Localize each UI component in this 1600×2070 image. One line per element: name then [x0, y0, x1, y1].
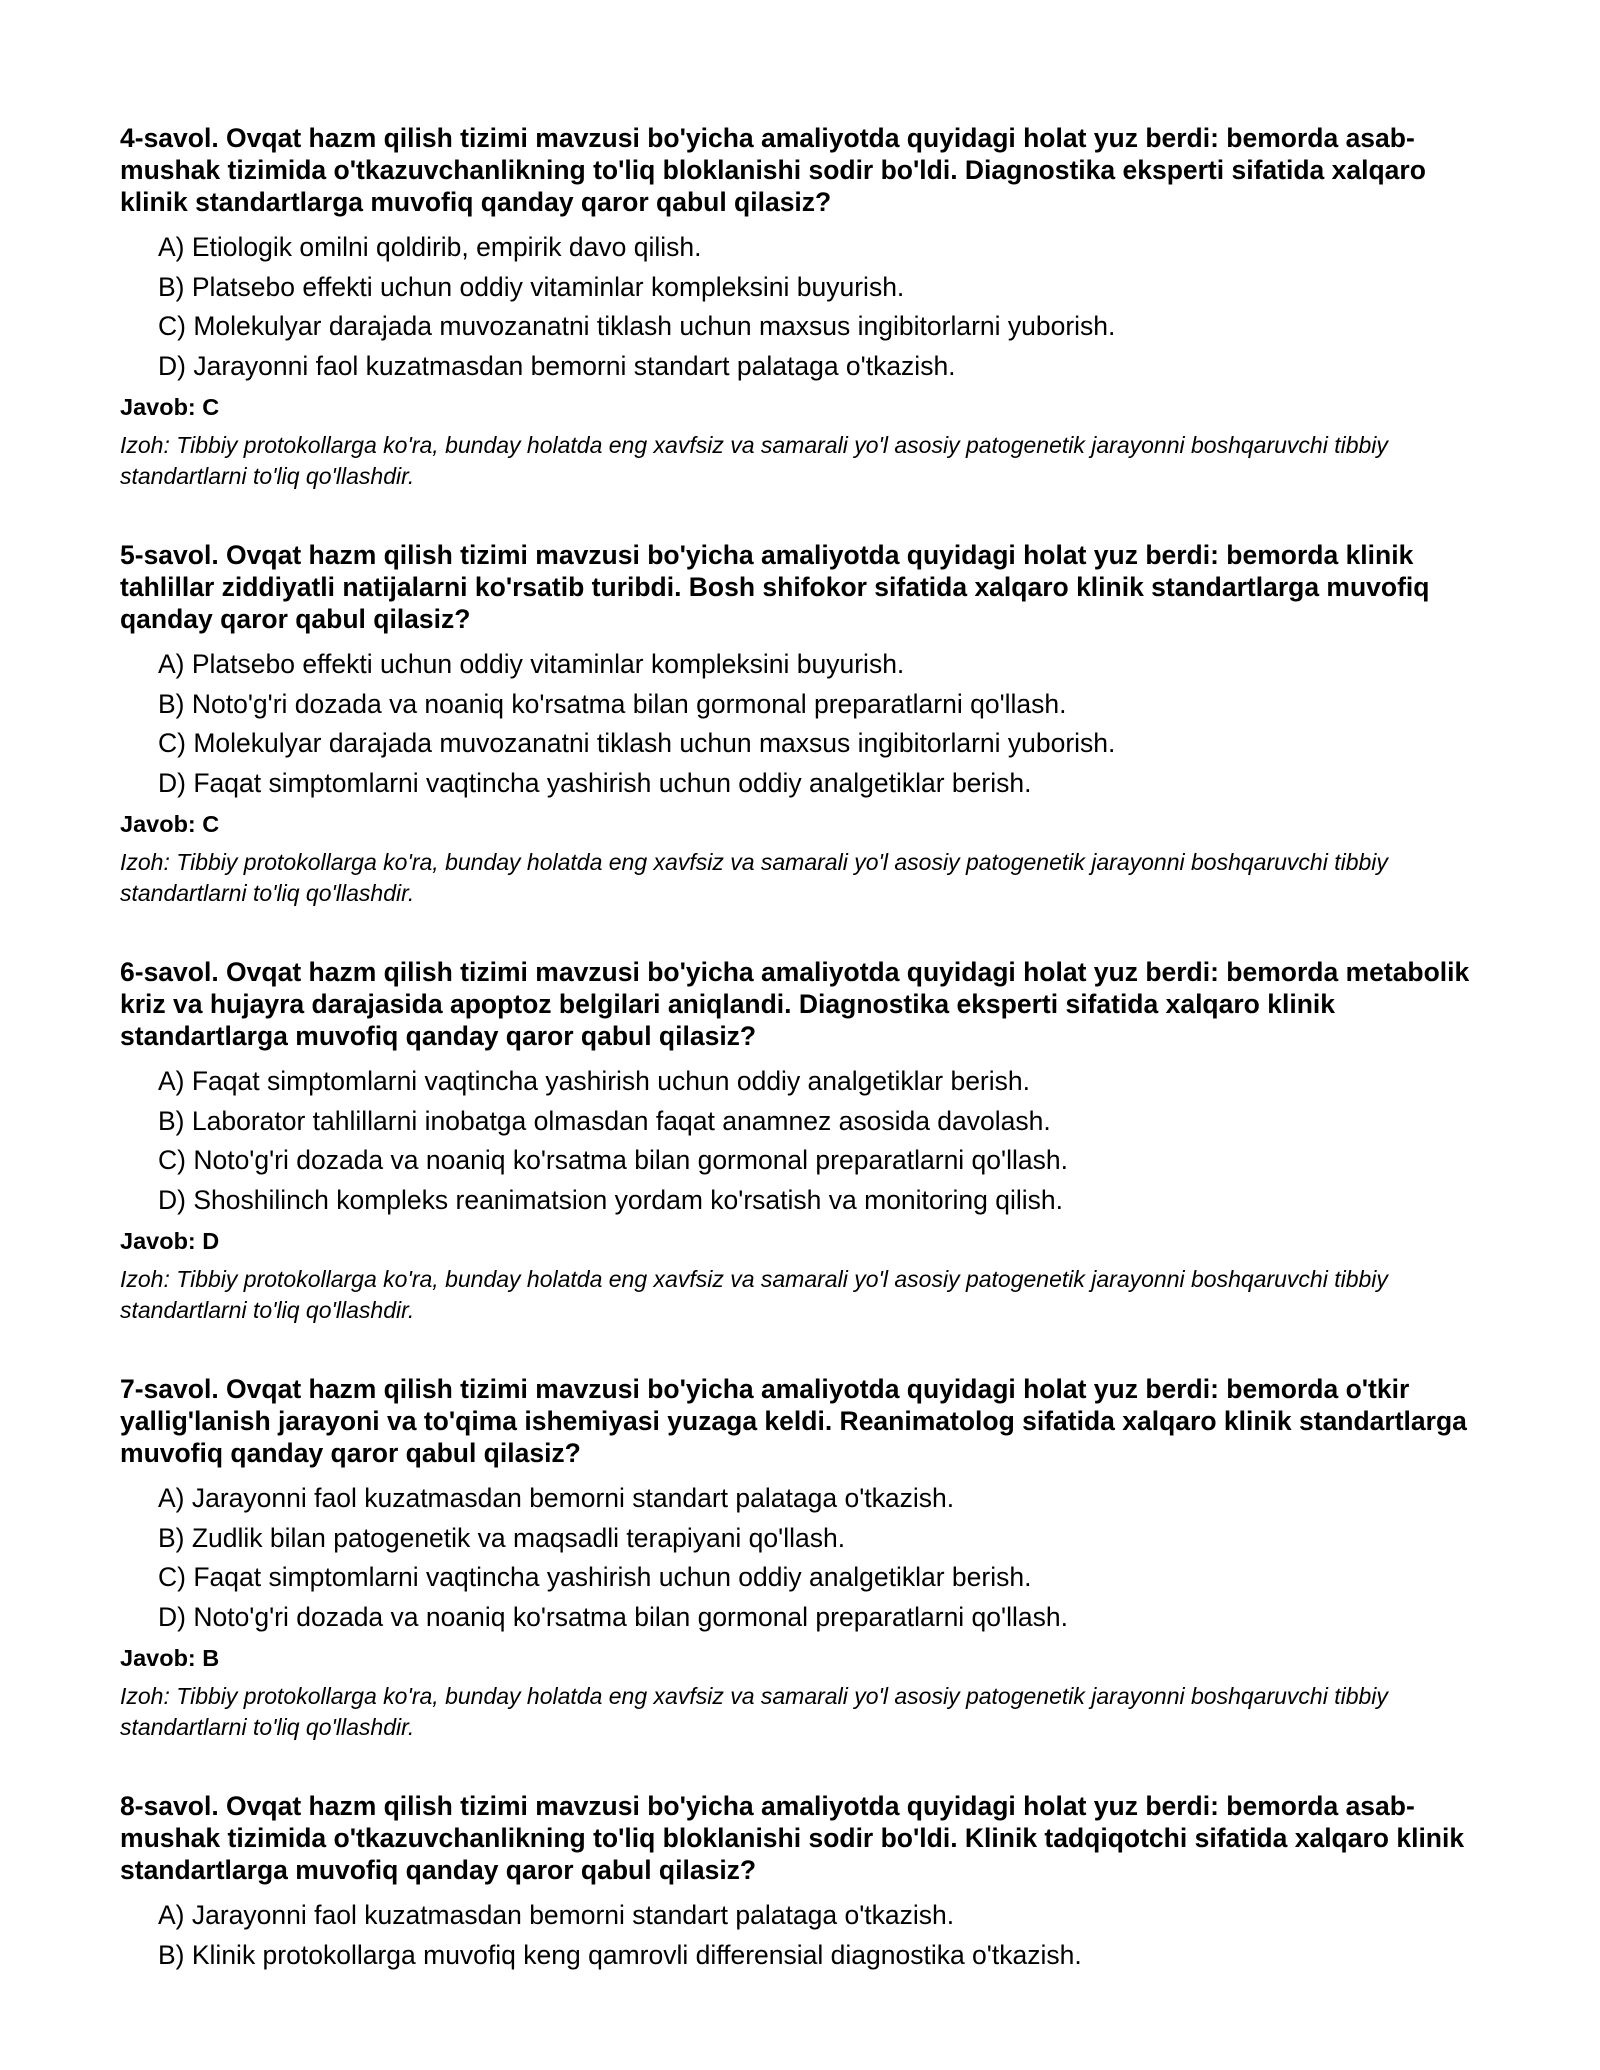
- option-b: B) Platsebo effekti uchun oddiy vitaminlar kompleksini buyurish.: [158, 271, 905, 302]
- question-5: [120, 539, 1480, 909]
- explanation-note: Izoh: Tibbiy protokollarga ko'ra, bunday holatda eng xavfsiz va samarali yo'l asosiy patogenetik jarayonni boshqaruvchi tibbiy standartlarni to'liq qo'llashdir.: [120, 1266, 1388, 1323]
- answer-options: [120, 1062, 1480, 1220]
- answer-options: [120, 1896, 1480, 1975]
- option-a: A) Jarayonni faol kuzatmasdan bemorni standart palataga o'tkazish.: [158, 1483, 955, 1513]
- answer-options: [120, 1479, 1480, 1637]
- option-a: A) Etiologik omilni qoldirib, empirik davo qilish.: [158, 232, 702, 262]
- explanation-note: Izoh: Tibbiy protokollarga ko'ra, bunday holatda eng xavfsiz va samarali yo'l asosiy patogenetik jarayonni boshqaruvchi tibbiy standartlarni to'liq qo'llashdir.: [120, 1683, 1388, 1740]
- option-b: B) Noto'g'ri dozada va noaniq ko'rsatma bilan gormonal preparatlarni qo'llash.: [158, 688, 1067, 719]
- option-c: C) Molekulyar darajada muvozanatni tiklash uchun maxsus ingibitorlarni yuborish.: [158, 311, 1116, 341]
- question-title: 6-savol. Ovqat hazm qilish tizimi mavzusi bo'yicha amaliyotda quyidagi holat yuz berdi: bemorda metabolik kriz va hujayra darajasida apoptoz belgilari aniqlandi. Diagnostika eksperti sifatida xalqaro klinik standartlarga muvofiq qanday qaror qabul qilasiz?: [120, 957, 1470, 1051]
- option-d: D) Faqat simptomlarni vaqtincha yashirish uchun oddiy analgetiklar berish.: [158, 767, 1032, 798]
- option-b: B) Zudlik bilan patogenetik va maqsadli terapiyani qo'llash.: [158, 1522, 846, 1553]
- option-a: A) Faqat simptomlarni vaqtincha yashirish uchun oddiy analgetiklar berish.: [158, 1066, 1030, 1096]
- question-title: 7-savol. Ovqat hazm qilish tizimi mavzusi bo'yicha amaliyotda quyidagi holat yuz berdi: bemorda o'tkir yallig'lanish jarayoni va to'qima ishemiyasi yuzaga keldi. Reanimatolog sifatida xalqaro klinik standartlarga muvofiq qanday qaror qabul qilasiz?: [120, 1374, 1467, 1468]
- answer-options: [120, 645, 1480, 803]
- option-c: C) Faqat simptomlarni vaqtincha yashirish uchun oddiy analgetiklar berish.: [158, 1562, 1032, 1592]
- option-a: A) Platsebo effekti uchun oddiy vitaminlar kompleksini buyurish.: [158, 649, 905, 679]
- answer-key: Javob: D: [120, 1228, 220, 1254]
- question-8: [120, 1790, 1480, 1975]
- option-c: C) Noto'g'ri dozada va noaniq ko'rsatma bilan gormonal preparatlarni qo'llash.: [158, 1145, 1068, 1175]
- question-title: 8-savol. Ovqat hazm qilish tizimi mavzusi bo'yicha amaliyotda quyidagi holat yuz berdi: bemorda asab-mushak tizimida o'tkazuvchanlikning to'liq bloklanishi sodir bo'ldi. Klinik tadqiqotchi sifatida xalqaro klinik standartlarga muvofiq qanday qaror qabul qilasiz?: [120, 1791, 1465, 1885]
- document-page: [120, 122, 1480, 1975]
- answer-key: Javob: C: [120, 394, 220, 420]
- question-title: 4-savol. Ovqat hazm qilish tizimi mavzusi bo'yicha amaliyotda quyidagi holat yuz berdi: bemorda asab-mushak tizimida o'tkazuvchanlikning to'liq bloklanishi sodir bo'ldi. Diagnostika eksperti sifatida xalqaro klinik standartlarga muvofiq qanday qaror qabul qilasiz?: [120, 123, 1426, 217]
- explanation-note: Izoh: Tibbiy protokollarga ko'ra, bunday holatda eng xavfsiz va samarali yo'l asosiy patogenetik jarayonni boshqaruvchi tibbiy standartlarni to'liq qo'llashdir.: [120, 849, 1388, 906]
- option-d: D) Shoshilinch kompleks reanimatsion yordam ko'rsatish va monitoring qilish.: [158, 1184, 1063, 1215]
- option-d: D) Jarayonni faol kuzatmasdan bemorni standart palataga o'tkazish.: [158, 350, 956, 381]
- option-b: B) Klinik protokollarga muvofiq keng qamrovli differensial diagnostika o'tkazish.: [158, 1939, 1082, 1970]
- question-4: [120, 122, 1480, 492]
- explanation-note: Izoh: Tibbiy protokollarga ko'ra, bunday holatda eng xavfsiz va samarali yo'l asosiy patogenetik jarayonni boshqaruvchi tibbiy standartlarni to'liq qo'llashdir.: [120, 432, 1388, 489]
- answer-key: Javob: B: [120, 1645, 220, 1671]
- question-title: 5-savol. Ovqat hazm qilish tizimi mavzusi bo'yicha amaliyotda quyidagi holat yuz berdi: bemorda klinik tahlillar ziddiyatli natijalarni ko'rsatib turibdi. Bosh shifokor sifatida xalqaro klinik standartlarga muvofiq qanday qaror qabul qilasiz?: [120, 540, 1430, 634]
- question-6: [120, 956, 1480, 1326]
- option-a: A) Jarayonni faol kuzatmasdan bemorni standart palataga o'tkazish.: [158, 1900, 955, 1930]
- option-d: D) Noto'g'ri dozada va noaniq ko'rsatma bilan gormonal preparatlarni qo'llash.: [158, 1601, 1068, 1632]
- option-b: B) Laborator tahlillarni inobatga olmasdan faqat anamnez asosida davolash.: [158, 1105, 1051, 1136]
- answer-options: [120, 228, 1480, 386]
- answer-key: Javob: C: [120, 811, 220, 837]
- question-7: [120, 1373, 1480, 1743]
- option-c: C) Molekulyar darajada muvozanatni tiklash uchun maxsus ingibitorlarni yuborish.: [158, 728, 1116, 758]
